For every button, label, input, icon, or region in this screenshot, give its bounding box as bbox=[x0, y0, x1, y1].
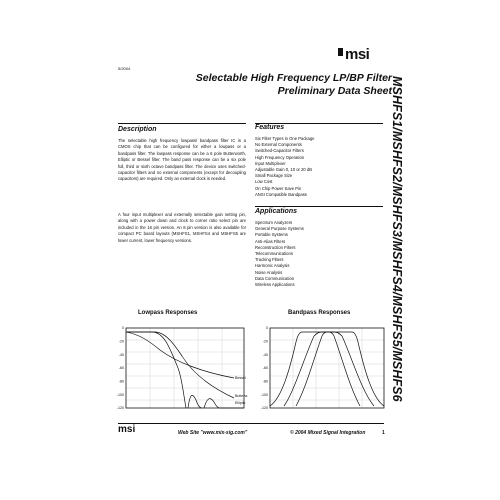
application-item: Tracking Filters bbox=[255, 257, 284, 263]
feature-item: Six Filter Types in One Package bbox=[255, 136, 315, 141]
lowpass-y-tick: -100 bbox=[116, 392, 124, 397]
company-logo: msi bbox=[338, 46, 369, 63]
feature-item: Small Package Size bbox=[255, 173, 293, 179]
revision-date: 5/2004 bbox=[118, 66, 131, 71]
application-item: Spectrum Analyzers bbox=[255, 220, 293, 225]
page-subtitle: Preliminary Data Sheet bbox=[277, 85, 392, 97]
page-title: Selectable High Frequency LP/BP Filter bbox=[195, 72, 392, 84]
feature-item: Adjustable Gain 0, 10 or 20 dB bbox=[255, 166, 313, 172]
lowpass-y-tick: -60 bbox=[118, 366, 124, 371]
feature-item: ANSI Compatible Bandpass bbox=[255, 191, 307, 197]
bessel-label: Bessel bbox=[235, 376, 246, 380]
bessel-curve bbox=[126, 332, 234, 378]
bandpass-y-tick: -60 bbox=[262, 366, 268, 371]
part-number-banner: MSHFS1/MSHFS2/MSHFS3/MSHFS4/MSHFS5/MSHFS6 bbox=[390, 76, 404, 402]
application-item: Anti-Alias Filters bbox=[255, 238, 286, 244]
bandpass-y-tick: -40 bbox=[262, 352, 268, 357]
lowpass-chart-title: Lowpass Responses bbox=[138, 310, 198, 316]
sixth-octave-curve bbox=[296, 332, 360, 406]
butterworth-label: Butterw. bbox=[235, 394, 248, 398]
lowpass-y-tick: -120 bbox=[116, 406, 124, 411]
description-heading: Description bbox=[118, 126, 157, 133]
bandpass-chart-title: Bandpass Responses bbox=[288, 310, 351, 316]
feature-item: No External Components bbox=[255, 142, 302, 148]
feature-item: Input Multiplexer bbox=[255, 160, 286, 166]
application-item: Harmonic Analysis bbox=[255, 263, 290, 269]
bandpass-chart bbox=[256, 318, 390, 414]
footer-website-link[interactable]: Web Site "www.mix-sig.com" bbox=[178, 430, 248, 436]
feature-item: On Chip Power Save Pin bbox=[255, 185, 302, 191]
footer-copyright: © 2004 Mixed Signal Integration bbox=[290, 430, 366, 436]
feature-item: Low Cost bbox=[255, 179, 273, 185]
application-item: Portable Systems bbox=[255, 232, 288, 238]
description-paragraph-2: A four input multiplexer and externally selectable gain setting pin, along with a power down and clock to corner ratio select pin are included in the 16 pin version. An 8 pin version is also available for compact PC board layouts (MSHFS1, MSHFS4 and MSHFS5 are lower current, lower frequency versions. bbox=[118, 212, 246, 243]
elliptic-curve bbox=[126, 332, 244, 408]
applications-list bbox=[255, 220, 304, 288]
lowpass-y-tick: 0 bbox=[122, 326, 124, 331]
description-rule bbox=[118, 123, 246, 124]
application-item: Reconstruction Filters bbox=[255, 244, 296, 250]
applications-rule bbox=[255, 206, 383, 207]
lowpass-y-tick: -20 bbox=[118, 339, 124, 344]
features-heading: Features bbox=[255, 124, 285, 131]
lowpass-y-tick: -80 bbox=[118, 379, 124, 384]
lowpass-chart bbox=[112, 318, 254, 414]
elliptic-label: Elliptic bbox=[235, 401, 246, 405]
footer-rule bbox=[118, 423, 384, 424]
bandpass-y-tick: -80 bbox=[262, 379, 268, 384]
feature-item: High Frequency Operation bbox=[255, 154, 305, 160]
features-list bbox=[255, 136, 315, 198]
page-number: 1 bbox=[382, 430, 385, 436]
footer-logo: msi bbox=[118, 424, 136, 435]
application-item: Noise Analysis bbox=[255, 269, 283, 275]
application-item: Telecommunications bbox=[255, 250, 293, 256]
applications-heading: Applications bbox=[255, 208, 298, 215]
feature-item: Switched-Capacitor Filters bbox=[255, 148, 304, 154]
bandpass-y-tick: 0 bbox=[266, 326, 268, 331]
application-item: General Purpose Systems bbox=[255, 226, 304, 232]
application-item: Data Communication bbox=[255, 275, 295, 281]
application-item: Wireless Applications bbox=[255, 281, 295, 287]
description-paragraph-1: The selectable high frequency lowpass/ bandpass filter IC is a CMOS chip that can be configured for either a lowpass or a bandpass filter. The lowpass response can be a 6 pole Butterworth, Elliptic or Bessel filter. The band pass response can be a six pole full, third or sixth octave bandpass filter. The device uses switched-capacitor filters and no external components (except for decoupling capacitors) are required. Only an external clock is needed. bbox=[118, 138, 246, 182]
lowpass-y-tick: -40 bbox=[118, 352, 124, 357]
third-octave-curve bbox=[284, 332, 374, 406]
bandpass-y-tick: -20 bbox=[262, 339, 268, 344]
bandpass-y-tick: -120 bbox=[260, 406, 268, 411]
bandpass-y-tick: -100 bbox=[260, 392, 268, 397]
